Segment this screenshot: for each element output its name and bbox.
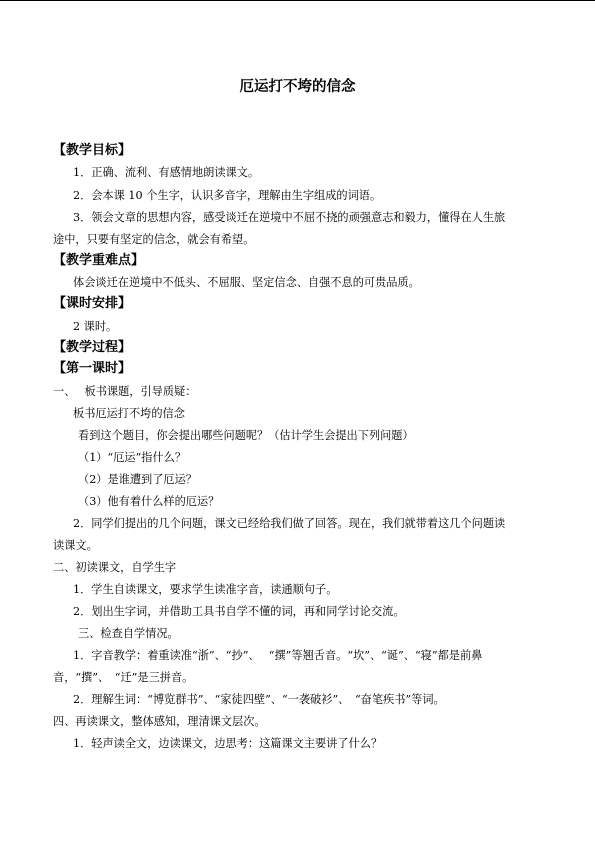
schedule-text: 2 课时。 xyxy=(73,320,118,333)
process-heading: 【教学过程】 xyxy=(53,340,132,355)
process-line-6: （3）他有着什么样的厄运？ xyxy=(78,495,220,508)
process-line-15: 1．轻声读全文，边读课文，边思考：这篇课文主要讲了什么？ xyxy=(73,737,383,750)
process-line-12: 1．字音教学：着重读准“浙”、“抄”、 “撰”等翘舌音。“坎”、“诞”、“寝”都是前鼻 xyxy=(73,649,483,662)
goal-item-3-cont: 途中，只要有坚定的信念，就会有希望。 xyxy=(53,233,255,246)
keypoint-text: 体会谈迁在逆境中不低头、不屈服、坚定信念、自强不息的可贵品质。 xyxy=(73,276,420,289)
process-line-7: 2．同学们提出的几个问题，课文已经给我们做了回答。现在，我们就带着这几个问题读 xyxy=(73,517,506,530)
keypoint-heading: 【教学重难点】 xyxy=(53,253,145,268)
goals-heading: 【教学目标】 xyxy=(53,143,132,158)
process-line-2: 板书厄运打不垮的信念 xyxy=(73,407,185,420)
goal-item-3: 3．领会文章的思想内容，感受谈迁在逆境中不屈不挠的顽强意志和毅力，懂得在人生旅 xyxy=(73,211,506,224)
goal-item-1: 1．正确、流利、有感情地朗读课文。 xyxy=(73,166,260,179)
process-line-12-cont: 音，“撰”、 “迁”是三拼音。 xyxy=(53,671,194,684)
goal-item-2: 2．会本课 10 个生字，认识多音字，理解由生字组成的词语。 xyxy=(73,189,382,202)
top-border-line xyxy=(0,0,595,1)
first-class-heading: 【第一课时】 xyxy=(53,361,132,376)
schedule-heading: 【课时安排】 xyxy=(53,296,132,311)
process-line-1: 一、 板书课题，引导质疑： xyxy=(53,385,197,398)
process-line-13: 2．理解生词：“博览群书”、“家徒四壁”、“一袭破衫”、 “奋笔疾书”等词。 xyxy=(73,693,445,706)
process-line-5: （2）是谁遭到了厄运？ xyxy=(78,473,197,486)
page-title: 厄运打不垮的信念 xyxy=(239,79,356,95)
process-line-7-cont: 读课文。 xyxy=(53,539,98,552)
process-line-8: 二、初读课文，自学生字 xyxy=(53,561,177,574)
process-line-9: 1．学生自读课文，要求学生读准字音，读通顺句子。 xyxy=(73,583,338,596)
process-line-3: 看到这个题目，你会提出哪些问题呢？（估计学生会提出下列问题） xyxy=(78,429,414,442)
process-line-14: 四、再读课文，整体感知，理清课文层次。 xyxy=(53,715,266,728)
process-line-11: 三、检查自学情况。 xyxy=(78,627,179,640)
process-line-10: 2．划出生字词，并借助工具书自学不懂的词，再和同学讨论交流。 xyxy=(73,605,405,618)
process-line-4: （1）“厄运”指什么？ xyxy=(78,451,187,464)
